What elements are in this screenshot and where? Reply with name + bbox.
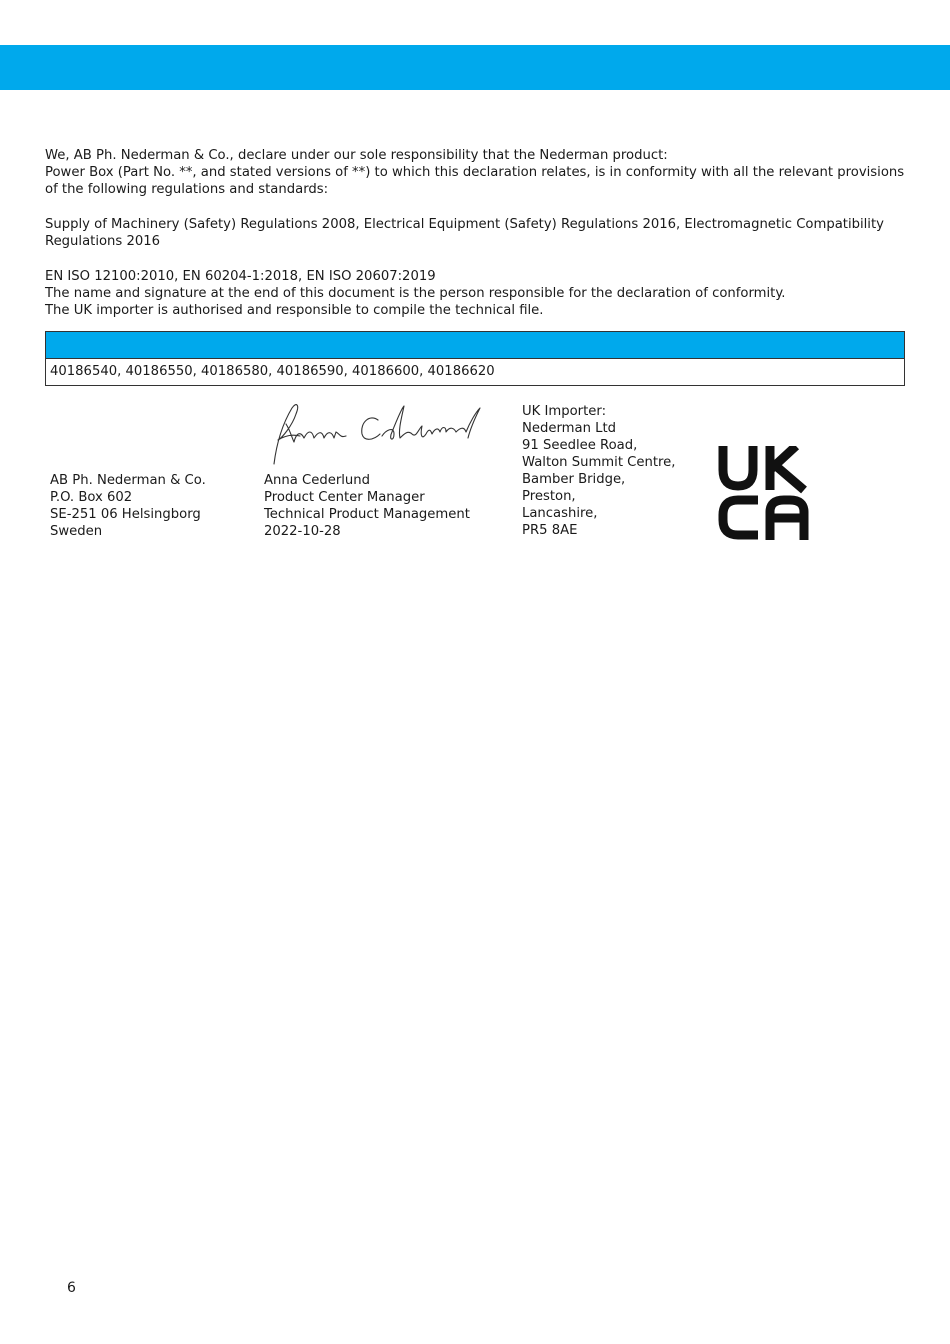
declaration-line: Power Box (Part No. **, and stated versions of **) to which this declaration relates, is in conformity with all the relevant provisions of the following regulations and standards: [45, 165, 905, 197]
importer-line: Preston, [522, 489, 576, 504]
company-box: P.O. Box 602 [50, 490, 133, 505]
header-bar [0, 45, 950, 90]
ukca-mark-icon [718, 446, 812, 540]
page-number: 6 [67, 1280, 76, 1296]
declaration-line: We, AB Ph. Nederman & Co., declare under our sole responsibility that the Nederman product: [45, 148, 668, 163]
importer-line: Bamber Bridge, [522, 472, 626, 487]
regulations-text: Supply of Machinery (Safety) Regulations 2008, Electrical Equipment (Safety) Regulations 2016, Electromagnetic Compatibility Regulations 2016 [45, 217, 884, 249]
declaration-text [45, 147, 905, 319]
company-country: Sweden [50, 524, 103, 539]
importer-note: The UK importer is authorised and responsible to compile the technical file. [45, 303, 544, 318]
importer-line: 91 Seedlee Road, [522, 438, 638, 453]
part-numbers: 40186540, 40186550, 40186580, 40186590, 40186600, 40186620 [50, 364, 495, 379]
table-header [46, 332, 904, 359]
part-number-table [45, 331, 905, 386]
importer-line: PR5 8AE [522, 523, 578, 538]
importer-line: Lancashire, [522, 506, 598, 521]
signature-image [270, 400, 485, 468]
signer-department: Technical Product Management [264, 507, 470, 522]
signer-title: Product Center Manager [264, 490, 425, 505]
responsibility-text: The name and signature at the end of this document is the person responsible for the declaration of conformity. [45, 286, 786, 301]
company-address [50, 472, 206, 540]
company-name: AB Ph. Nederman & Co. [50, 473, 206, 488]
uk-importer-address [522, 403, 675, 539]
signature-date: 2022-10-28 [264, 524, 341, 539]
importer-line: Walton Summit Centre, [522, 455, 676, 470]
company-city: SE-251 06 Helsingborg [50, 507, 201, 522]
signer-name: Anna Cederlund [264, 473, 370, 488]
importer-label: UK Importer: [522, 404, 607, 419]
signer-details [264, 472, 470, 540]
standards-text: EN ISO 12100:2010, EN 60204-1:2018, EN ISO 20607:2019 [45, 269, 436, 284]
importer-line: Nederman Ltd [522, 421, 617, 436]
